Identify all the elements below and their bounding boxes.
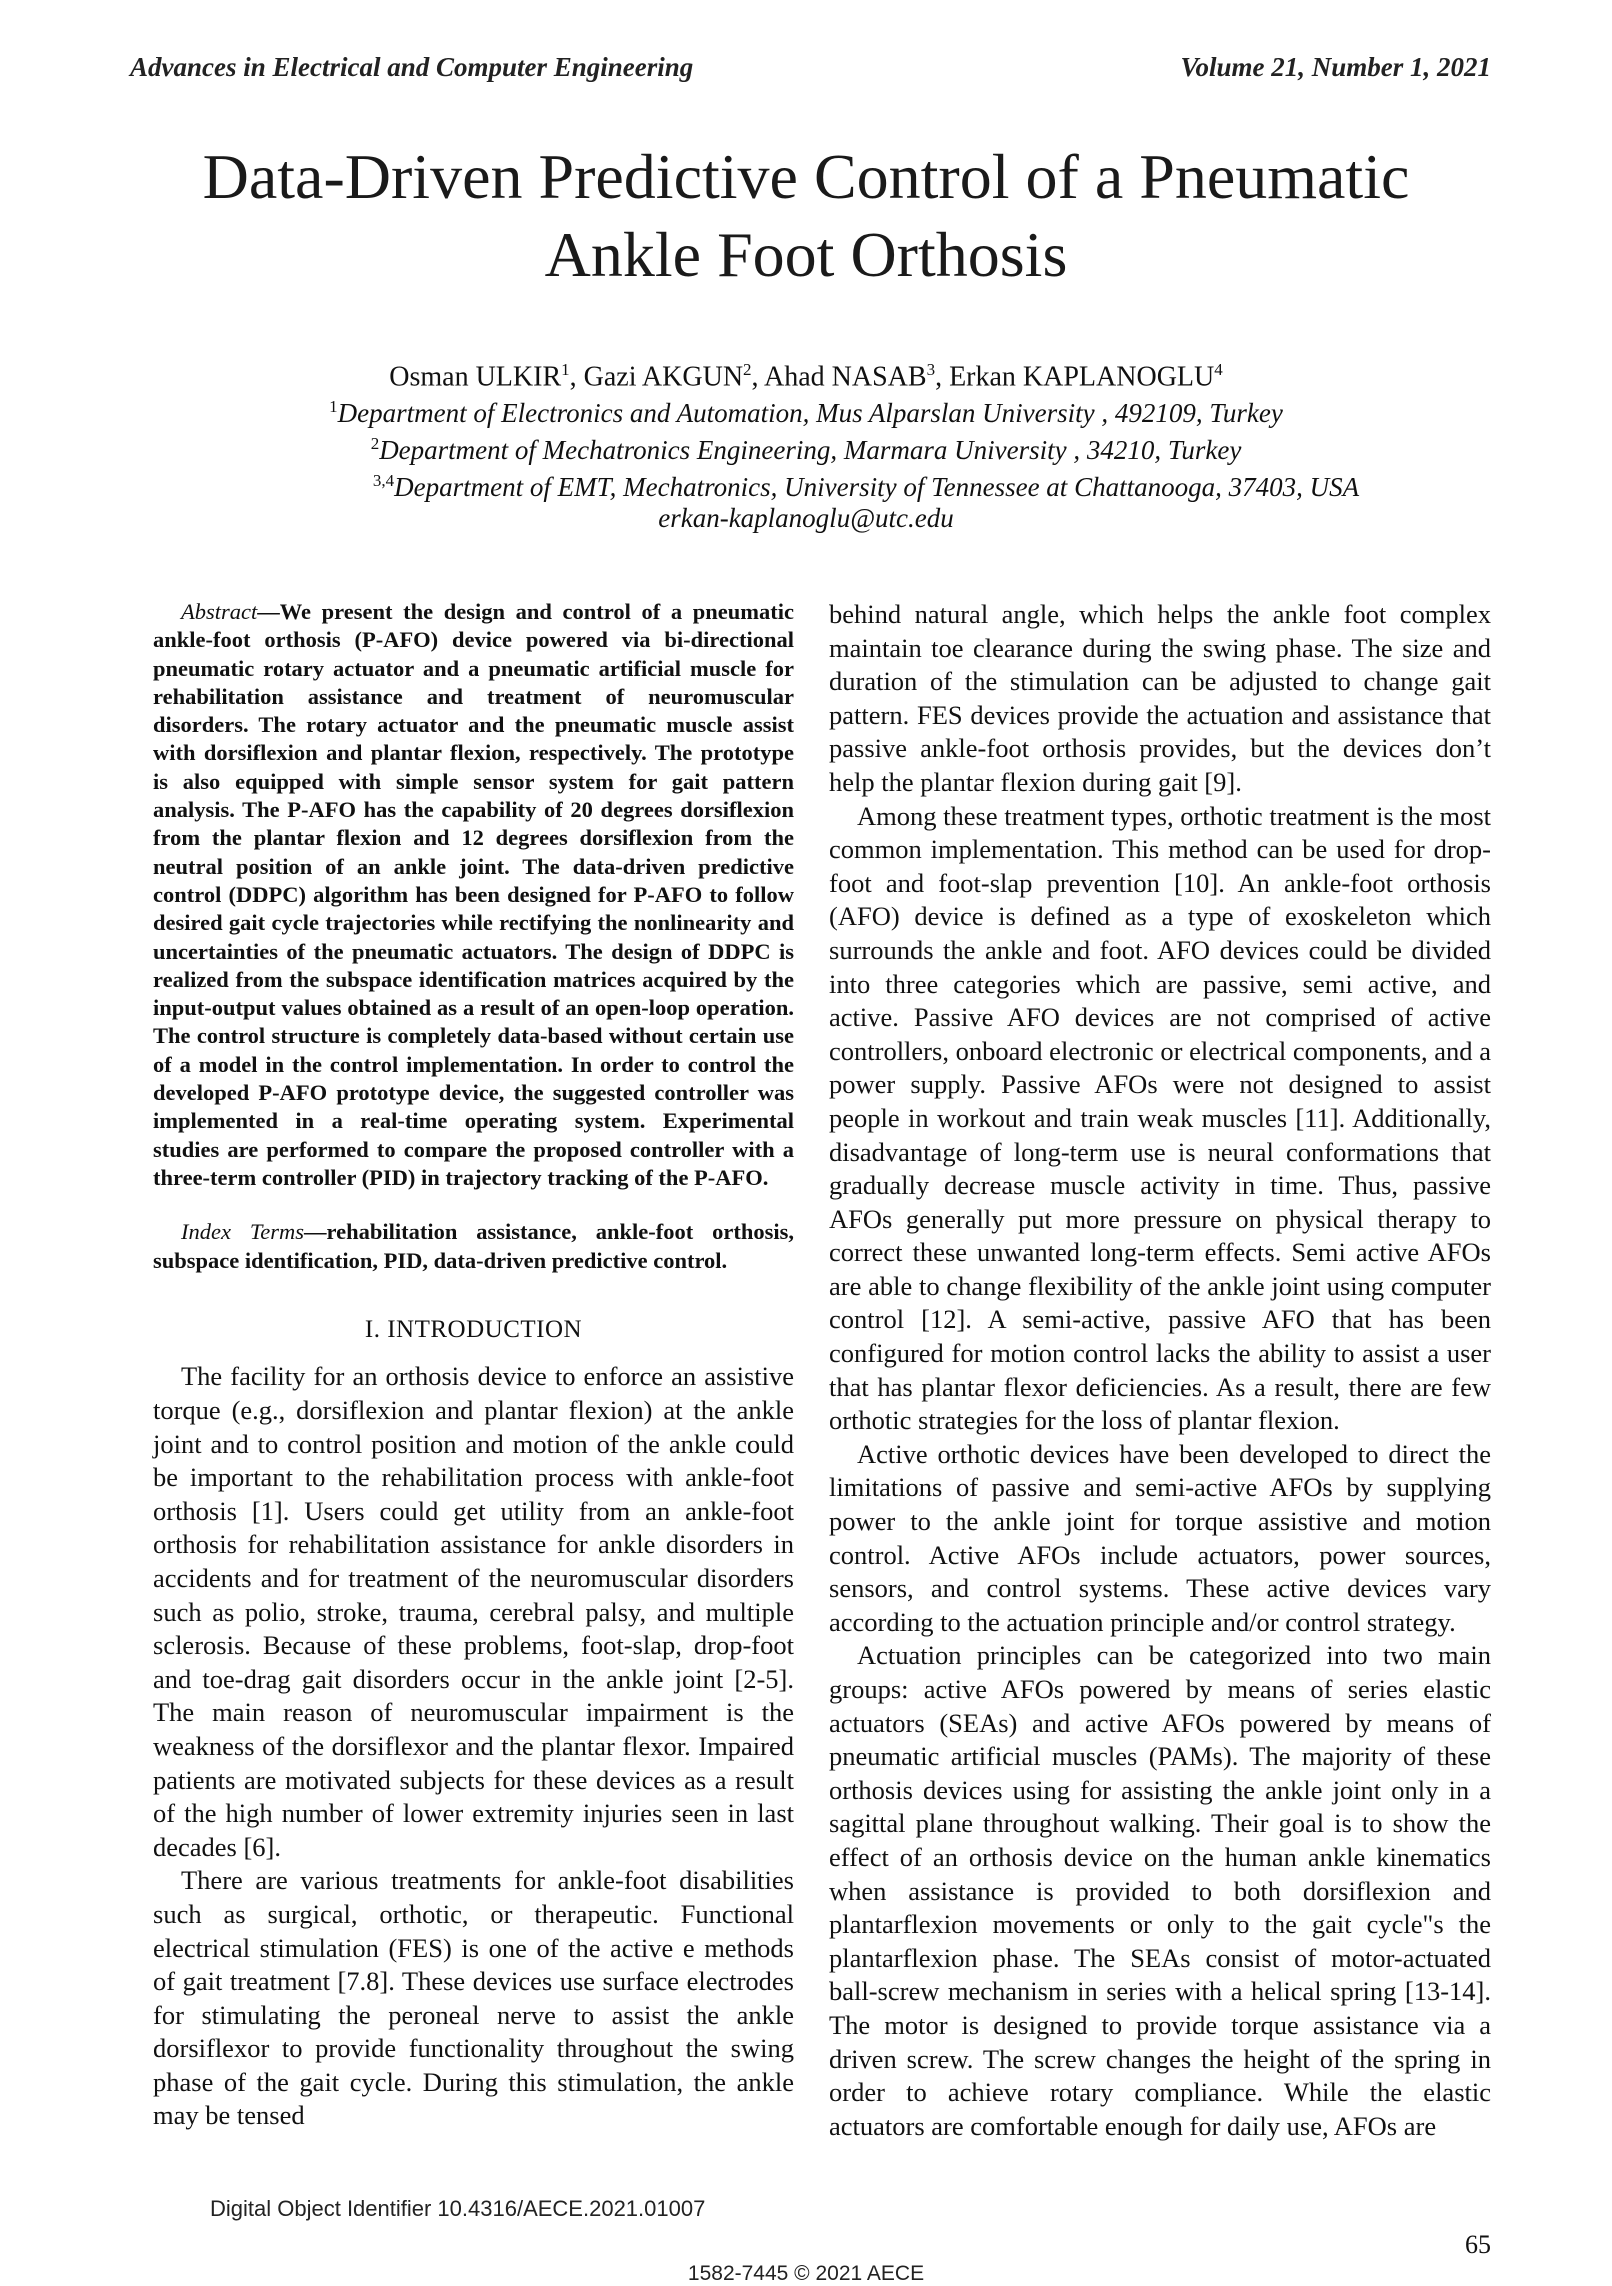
paragraph bbox=[829, 800, 1491, 1438]
index-terms bbox=[153, 1218, 794, 1275]
paragraph-text: Among these treatment types, orthotic treatment is the most common implementation. This method can be used for drop-foot and foot-slap prevention [10]. An ankle-foot orthosis (AFO) device is defined as a type of exoskeleton which surrounds the ankle and foot. AFO devices could be divided into three categories which are passive, semi active, and active. Passive AFO devices are not comprised of active controllers, onboard electronic or electrical components, and a power supply. Passive AFOs were not designed to assist people in workout and train weak muscles [11]. Additionally, disadvantage of long-term use is neural conformations that gradually decrease muscle activity in time. Thus, passive AFOs generally put more pressure on physical therapy to correct these unwanted long-term effects. Semi active AFOs are able to change flexibility of the ankle joint using computer control [12]. A semi-active, passive AFO that has been configured for motion control lacks the ability to assist a user that has plantar flexor deficiencies. As a result, there are few orthotic strategies for the loss of plantar flexion. bbox=[829, 800, 1491, 1436]
contact-email bbox=[0, 501, 1612, 535]
author-4: , Erkan KAPLANOGLU bbox=[935, 361, 1215, 393]
affiliation-1 bbox=[0, 390, 1612, 430]
index-terms-lead: Index Terms bbox=[181, 1219, 305, 1245]
abstract-text: —We present the design and control of a pneumatic ankle-foot orthosis (P-AFO) device powered via bi-directional pneumatic rotary actuator and a pneumatic artificial muscle for rehabilitation assistance and treatment of neuromuscular disorders. The rotary actuator and the pneumatic muscle assist with dorsiflexion and plantar flexion, respectively. The prototype is also equipped with simple sensor system for gait pattern analysis. The P-AFO has the capability of 20 degrees dorsiflexion from the plantar flexion and 12 degrees dorsiflexion from the neutral position of an ankle joint. The data-driven predictive control (DDPC) algorithm has been designed for P-AFO to follow desired gait cycle trajectories while rectifying the nonlinearity and uncertainties of the pneumatic actuators. The design of DDPC is realized from the subspace identification matrices acquired by the input-output values obtained as a result of an open-loop operation. The control structure is completely data-based without certain use of a model in the control implementation. In order to control the developed P-AFO prototype device, the suggested controller was implemented in a real-time operating system. Experimental studies are performed to compare the proposed controller with a three-term controller (PID) in trajectory tracking of the P-AFO. bbox=[153, 599, 794, 1190]
paragraph bbox=[829, 1639, 1491, 2143]
section-heading-introduction: I. INTRODUCTION bbox=[364, 1315, 583, 1343]
affiliation-1-sup: 1 bbox=[329, 397, 338, 416]
index-terms-text: —rehabilitation assistance, ankle-foot orthosis, subspace identification, PID, data-driven predictive control. bbox=[153, 1219, 794, 1273]
volume-info: Volume 21, Number 1, 2021 bbox=[1180, 52, 1491, 82]
author-1-sup: 1 bbox=[561, 360, 570, 379]
paragraph-text: behind natural angle, which helps the ankle foot complex maintain toe clearance during the swing phase. The size and duration of the stimulation can be adjusted to change gait pattern. FES devices provide the actuation and assistance that passive ankle-foot orthosis provides, but the devices don’t help the plantar flexion during gait [9]. bbox=[829, 599, 1491, 797]
author-3: , Ahad NASAB bbox=[751, 361, 927, 393]
author-2-sup: 2 bbox=[743, 360, 752, 379]
contact-email-text: erkan-kaplanoglu@utc.edu bbox=[658, 503, 954, 533]
affiliation-3-sup: 3,4 bbox=[372, 471, 395, 490]
paragraph bbox=[829, 598, 1491, 800]
paragraph bbox=[153, 1360, 794, 1864]
paragraph-text: The facility for an orthosis device to enforce an assistive torque (e.g., dorsiflexion and plantar flexion) at the ankle joint and to control position and motion of the ankle could be important to the rehabilitation process with ankle-foot orthosis [1]. Users could get utility from an ankle-foot orthosis for rehabilitation assistance for ankle disorders in accidents and for treatment of the neuromuscular disorders such as polio, stroke, trauma, cerebral palsy, and multiple sclerosis. Because of these problems, foot-slap, drop-foot and toe-drag gait disorders occur in the ankle joint [2-5]. The main reason of neuromuscular impairment is the weakness of the dorsiflexor and the plantar flexor. Impaired patients are motivated subjects for these devices as a result of the high number of lower extremity injuries seen in last decades [6]. bbox=[153, 1361, 794, 1862]
page-number: 65 bbox=[1465, 2230, 1491, 2259]
author-list bbox=[0, 352, 1612, 395]
paper-title bbox=[0, 138, 1612, 294]
right-column bbox=[829, 598, 1491, 2143]
author-4-sup: 4 bbox=[1214, 360, 1223, 379]
paragraph-text: Actuation principles can be categorized into two main groups: active AFOs powered by means of series elastic actuators (SEAs) and active AFOs powered by means of pneumatic artificial muscles (PAMs). The majority of these orthosis devices using for assisting the ankle joint only in a sagittal plane throughout walking. Their goal is to show the effect of an orthosis device on the human ankle kinematics when assistance is provided to both dorsiflexion and plantarflexion movements or only to the gait cycle"s the plantarflexion phase. The SEAs consist of motor-actuated ball-screw mechanism in series with a helical spring [13-14]. The motor is designed to provide torque assistance via a driven screw. The screw changes the height of the spring in order to achieve rotary compliance. While the elastic actuators are comfortable enough for daily use, AFOs are bbox=[829, 1640, 1491, 2141]
issn-footer: 1582-7445 © 2021 AECE bbox=[687, 2262, 925, 2285]
paragraph-text: Active orthotic devices have been developed to direct the limitations of passive and semi-active AFOs by supplying power to the ankle joint for torque assistive and motion control. Active AFOs include actuators, power sources, sensors, and control systems. These active devices vary according to the actuation principle and/or control strategy. bbox=[829, 1438, 1491, 1637]
affiliation-3-text: Department of EMT, Mechatronics, University of Tennessee at Chattanooga, 37403, USA bbox=[394, 472, 1360, 502]
author-3-sup: 3 bbox=[926, 360, 936, 379]
doi-footer: Digital Object Identifier 10.4316/AECE.2021.01007 bbox=[210, 2196, 706, 2221]
paragraph bbox=[153, 1864, 794, 2133]
title-line-2: Ankle Foot Orthosis bbox=[544, 219, 1068, 290]
affiliation-2-text: Department of Mechatronics Engineering, Marmara University , 34210, Turkey bbox=[379, 435, 1242, 465]
abstract bbox=[153, 598, 794, 1192]
affiliation-2 bbox=[0, 427, 1612, 467]
left-column bbox=[153, 598, 794, 2133]
title-line-1: Data-Driven Predictive Control of a Pneumatic bbox=[202, 141, 1410, 212]
affiliation-3 bbox=[60, 464, 1612, 504]
abstract-lead: Abstract bbox=[181, 599, 258, 624]
affiliation-2-sup: 2 bbox=[370, 434, 380, 453]
journal-name: Advances in Electrical and Computer Engineering bbox=[130, 52, 694, 82]
author-1: Osman ULKIR bbox=[389, 361, 562, 393]
author-2: , Gazi AKGUN bbox=[569, 361, 744, 393]
affiliation-1-text: Department of Electronics and Automation, Mus Alparslan University , 492109, Turkey bbox=[337, 398, 1283, 428]
paragraph bbox=[829, 1438, 1491, 1640]
paragraph-text: There are various treatments for ankle-foot disabilities such as surgical, orthotic, or therapeutic. Functional electrical stimulation (FES) is one of the active e methods of gait treatment [7.8]. These devices use surface electrodes for stimulating the peroneal nerve to assist the ankle dorsiflexor to provide functionality throughout the swing phase of the gait cycle. During this stimulation, the ankle may be tensed bbox=[153, 1865, 794, 2131]
